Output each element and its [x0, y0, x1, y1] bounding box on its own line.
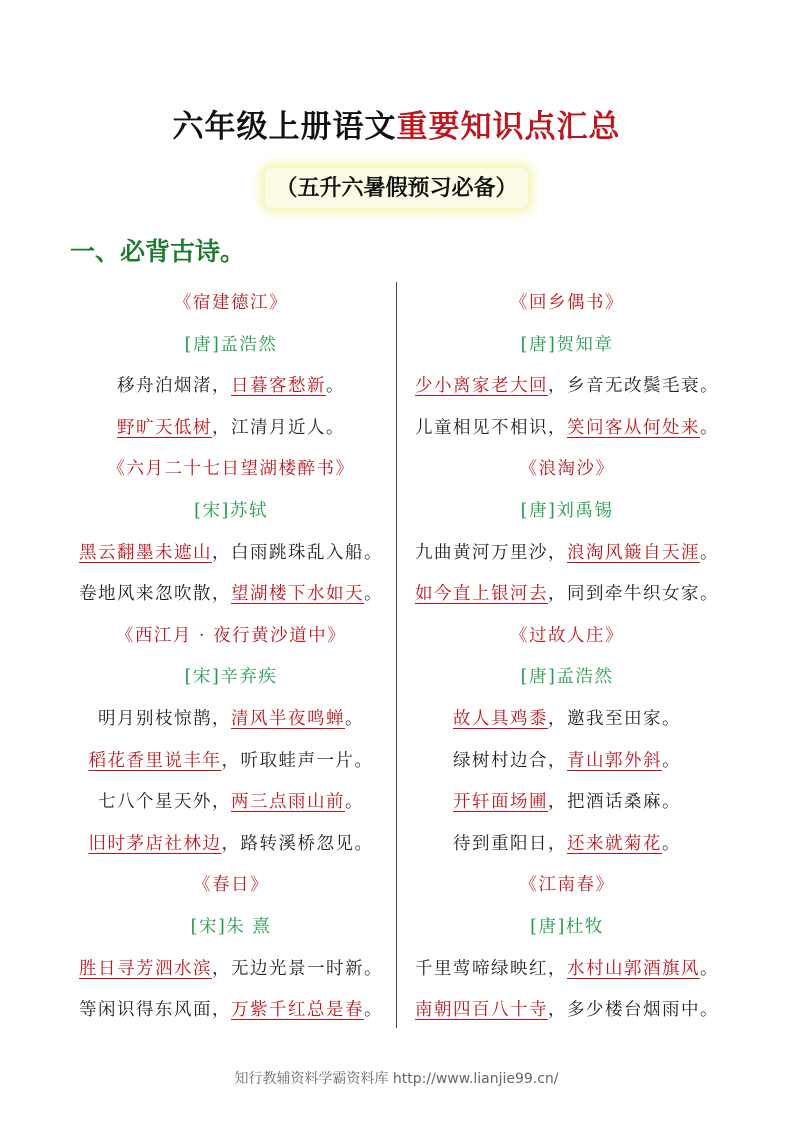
verse-text: ，听取蛙声一片。 [221, 750, 374, 771]
footer-watermark: 知行教辅资料学霸资料库 http://www.lianjie99.cn/ [234, 1071, 559, 1087]
section-heading: 一、必背古诗。 [70, 237, 246, 266]
verse-text: ，把酒话桑麻。 [548, 792, 681, 813]
verse-text: ，邀我至田家。 [548, 708, 681, 729]
highlighted-phrase: 水村山郭酒旗风 [567, 958, 700, 979]
verse-text: 明月别枝惊鹊， [98, 708, 231, 729]
highlighted-phrase: 稻花香里说丰年 [88, 750, 222, 771]
poem-verse-line [66, 533, 396, 575]
poem-title: 《过故人庄》 [510, 625, 624, 646]
poem-verse-line [402, 782, 732, 824]
highlighted-phrase: 还来就菊花 [567, 833, 662, 854]
poem-title: 《西江月 · 夜行黄沙道中》 [115, 625, 347, 646]
highlighted-phrase: 两三点雨山前 [231, 792, 345, 813]
subtitle-wrap [0, 168, 793, 208]
poem-author: [宋]苏轼 [194, 500, 268, 521]
poem-author: [宋]辛弃疾 [184, 667, 278, 688]
poem-verse-line [402, 699, 732, 741]
title-part-red: 重要知识点汇总 [396, 109, 621, 145]
highlighted-phrase: 旧时茅店社林边 [88, 833, 222, 854]
verse-text: 等闲识得东风面， [79, 1000, 231, 1021]
poem-verse-line [66, 824, 396, 866]
poem-verse-line [66, 699, 396, 741]
poem-verse-line [402, 824, 732, 866]
poem-verse-line [66, 990, 396, 1032]
poem-verse-line [402, 990, 732, 1032]
poem-title: 《回乡偶书》 [510, 293, 624, 313]
verse-text: 。 [662, 833, 681, 854]
highlighted-phrase: 笑问客从何处来 [567, 417, 700, 438]
verse-text: 绿树村边合， [453, 750, 567, 771]
verse-text: 。 [364, 1000, 383, 1021]
title-part-black: 六年级上册语文 [172, 109, 397, 145]
poem-title: 《六月二十七日望湖楼醉书》 [107, 459, 355, 480]
verse-text: 。 [345, 708, 364, 729]
poem-verse-line [66, 408, 396, 450]
highlighted-phrase: 如今直上银河去 [415, 584, 548, 605]
verse-text: 九曲黄河万里沙， [415, 542, 567, 563]
verse-text: 。 [700, 958, 719, 979]
poem-author: [唐]贺知章 [520, 334, 614, 355]
highlighted-phrase: 开轩面场圃 [453, 792, 548, 813]
verse-text: ，江清月近人。 [212, 417, 345, 438]
highlighted-phrase: 故人具鸡黍 [453, 708, 548, 729]
poem-title: 《浪淘沙》 [519, 459, 615, 480]
highlighted-phrase: 清风半夜鸣蝉 [231, 708, 345, 729]
highlighted-phrase: 南朝四百八十寺 [415, 1000, 548, 1021]
left-poem-column [66, 283, 396, 1032]
poem-author: [宋]朱 熹 [190, 916, 272, 937]
highlighted-phrase: 望湖楼下水如天 [231, 584, 364, 605]
verse-text: 移舟泊烟渚， [117, 376, 231, 397]
right-poem-column [402, 283, 732, 1032]
verse-text: 待到重阳日， [453, 833, 567, 854]
verse-text: 。 [700, 417, 719, 438]
poem-verse-line [402, 408, 732, 450]
verse-text: 。 [662, 750, 681, 771]
poem-verse-line [402, 949, 732, 991]
verse-text: 千里莺啼绿映红， [415, 958, 567, 979]
highlighted-phrase: 野旷天低树 [117, 417, 212, 438]
poem-author: [唐]孟浩然 [520, 667, 614, 688]
highlighted-phrase: 胜日寻芳泗水滨 [79, 958, 212, 979]
highlighted-phrase: 浪淘风簸自天涯 [567, 542, 700, 563]
highlighted-phrase: 日暮客愁新 [231, 376, 326, 397]
highlighted-phrase: 万紫千红总是春 [231, 1000, 364, 1021]
verse-text: 。 [364, 584, 383, 605]
verse-text: 儿童相见不相识， [415, 417, 567, 438]
page-title [0, 104, 793, 150]
verse-text: 卷地风来忽吹散， [79, 584, 231, 605]
poem-author: [唐]杜牧 [530, 916, 604, 937]
poem-author: [唐]孟浩然 [184, 334, 278, 355]
verse-text: ，多少楼台烟雨中。 [548, 1000, 719, 1021]
verse-text: ，同到牵牛织女家。 [548, 584, 719, 605]
highlighted-phrase: 青山郭外斜 [567, 750, 662, 771]
page-subtitle: （五升六暑假预习必备） [265, 168, 527, 208]
poem-verse-line [66, 574, 396, 616]
poem-title: 《春日》 [193, 875, 269, 896]
verse-text: ，路转溪桥忽见。 [221, 833, 374, 854]
poem-verse-line [66, 782, 396, 824]
highlighted-phrase: 黑云翻墨未遮山 [79, 542, 212, 563]
verse-text: 。 [326, 376, 345, 397]
poem-verse-line [402, 533, 732, 575]
verse-text: 七八个星天外， [98, 792, 231, 813]
poem-title: 《宿建德江》 [174, 293, 288, 313]
verse-text: ，乡音无改鬓毛衰。 [548, 376, 719, 397]
poem-verse-line [66, 949, 396, 991]
verse-text: ，白雨跳珠乱入船。 [212, 542, 383, 563]
poem-verse-line [66, 741, 396, 783]
highlighted-phrase: 少小离家老大回 [415, 376, 548, 397]
poem-title: 《江南春》 [519, 875, 615, 896]
verse-text: 。 [700, 542, 719, 563]
poem-author: [唐]刘禹锡 [520, 500, 614, 521]
poem-verse-line [66, 366, 396, 408]
poem-verse-line [402, 741, 732, 783]
verse-text: 。 [345, 792, 364, 813]
verse-text: ，无边光景一时新。 [212, 958, 383, 979]
poem-verse-line [402, 366, 732, 408]
column-divider [396, 282, 397, 1028]
poem-verse-line [402, 574, 732, 616]
